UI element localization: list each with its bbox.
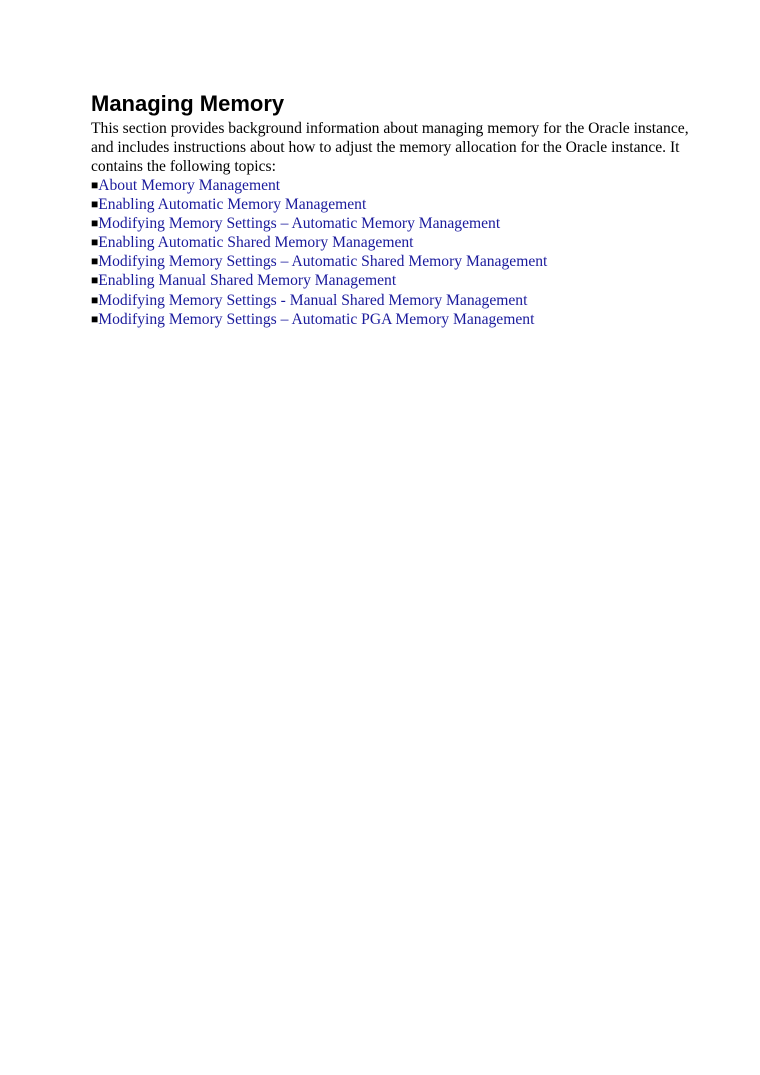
- topic-item: [91, 176, 691, 195]
- topic-item: [91, 271, 691, 290]
- topic-item: [91, 252, 691, 271]
- topic-item: [91, 195, 691, 214]
- topic-link-enabling-automatic-shared-memory-management[interactable]: Enabling Automatic Shared Memory Management: [98, 234, 414, 252]
- page-title: Managing Memory: [91, 91, 285, 116]
- bullet-icon: ■: [91, 216, 99, 231]
- topic-link-enabling-automatic-memory-management[interactable]: Enabling Automatic Memory Management: [98, 196, 367, 214]
- topic-link-modifying-automatic-pga-memory-management[interactable]: Modifying Memory Settings – Automatic PGA Memory Management: [98, 310, 535, 328]
- bullet-icon: ■: [91, 235, 99, 250]
- intro-paragraph: This section provides background information about managing memory for the Oracle instance, and includes instructions about how to adjust the memory allocation for the Oracle instance. It contains the following topics:: [91, 120, 689, 175]
- bullet-icon: ■: [91, 292, 99, 307]
- topic-item: [91, 291, 691, 310]
- topic-item: [91, 310, 691, 329]
- bullet-icon: ■: [91, 178, 99, 192]
- document-page: [91, 90, 691, 329]
- topic-item: [91, 214, 691, 233]
- bullet-icon: ■: [91, 311, 99, 326]
- topic-link-modifying-manual-shared-memory-management[interactable]: Modifying Memory Settings - Manual Shared Memory Management: [98, 291, 528, 309]
- bullet-icon: ■: [91, 273, 99, 288]
- topic-link-modifying-automatic-memory-management[interactable]: Modifying Memory Settings – Automatic Memory Management: [98, 215, 501, 233]
- topic-link-enabling-manual-shared-memory-management[interactable]: Enabling Manual Shared Memory Management: [98, 272, 397, 290]
- topic-list: [91, 176, 691, 329]
- topic-link-modifying-automatic-shared-memory-management[interactable]: Modifying Memory Settings – Automatic Shared Memory Management: [98, 253, 548, 271]
- bullet-icon: ■: [91, 254, 99, 269]
- topic-item: [91, 233, 691, 252]
- bullet-icon: ■: [91, 197, 99, 212]
- topic-link-about-memory-management[interactable]: About Memory Management: [98, 177, 281, 194]
